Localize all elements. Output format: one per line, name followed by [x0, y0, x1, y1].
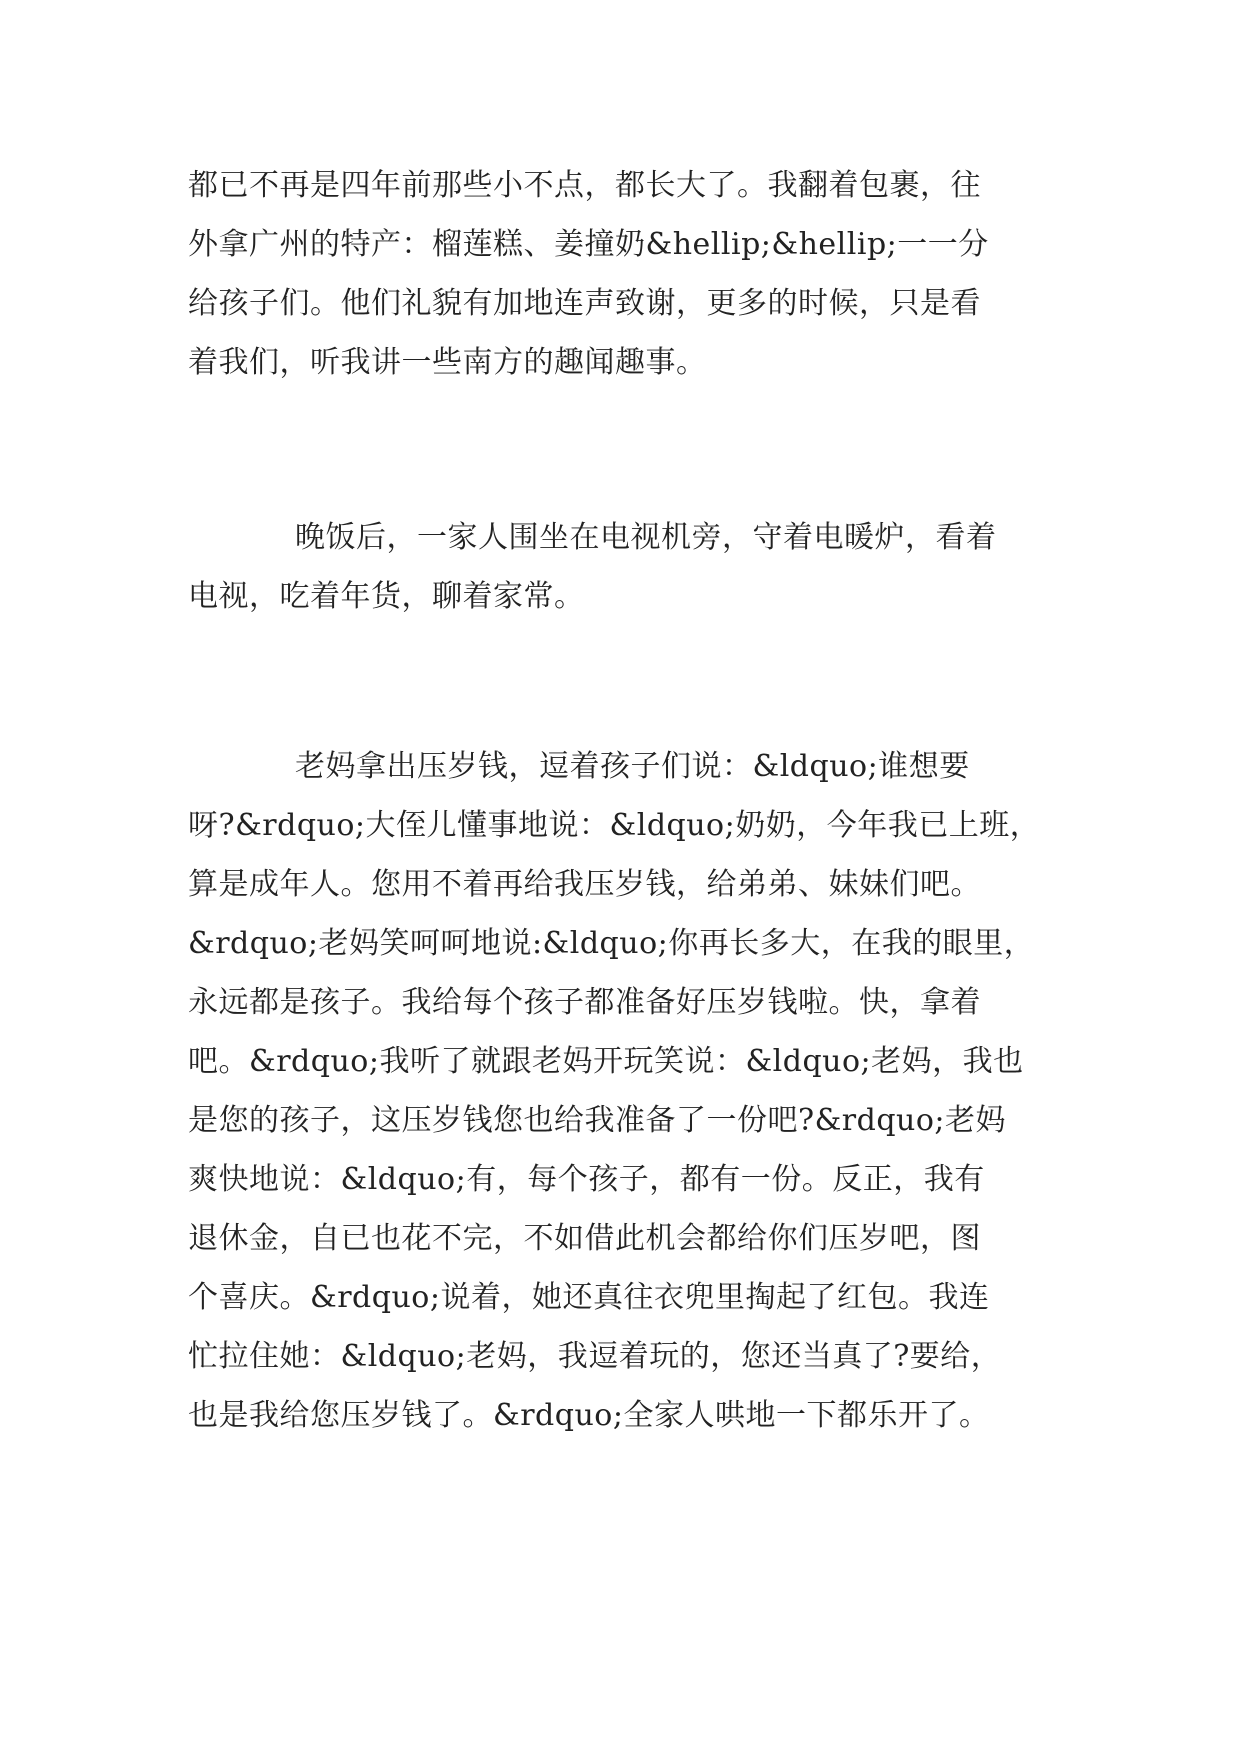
paragraph-line: 呀?&rdquo;大侄儿懂事地说：&ldquo;奶奶，今年我已上班，	[188, 808, 1041, 843]
paragraph-line: 老妈拿出压岁钱，逗着孩子们说：&ldquo;谁想要	[295, 749, 970, 784]
paragraph-line: 爽快地说：&ldquo;有，每个孩子，都有一份。反正，我有	[188, 1162, 985, 1197]
paragraph-line: 着我们，听我讲一些南方的趣闻趣事。	[188, 345, 707, 380]
paragraph-line: 也是我给您压岁钱了。&rdquo;全家人哄地一下都乐开了。	[188, 1398, 990, 1433]
paragraph-line: 算是成年人。您用不着再给我压岁钱，给弟弟、妹妹们吧。	[188, 867, 981, 902]
paragraph-line: 吧。&rdquo;我听了就跟老妈开玩笑说：&ldquo;老妈，我也	[188, 1044, 1024, 1079]
paragraph-line: 给孩子们。他们礼貌有加地连声致谢，更多的时候，只是看	[188, 286, 981, 321]
paragraph-line: 电视，吃着年货，聊着家常。	[188, 579, 585, 614]
paragraph-line: 忙拉住她：&ldquo;老妈，我逗着玩的，您还当真了?要给，	[188, 1339, 1002, 1374]
paragraph-line: &rdquo;老妈笑呵呵地说:&ldquo;你再长多大，在我的眼里，	[188, 926, 1035, 961]
paragraph-line: 永远都是孩子。我给每个孩子都准备好压岁钱啦。快，拿着	[188, 985, 981, 1020]
paragraph-line: 退休金，自已也花不完，不如借此机会都给你们压岁吧，图	[188, 1221, 981, 1256]
paragraph-line: 是您的孩子，这压岁钱您也给我准备了一份吧?&rdquo;老妈	[188, 1103, 1007, 1138]
paragraph-3	[188, 737, 1068, 1445]
paragraph-2	[188, 508, 1068, 626]
paragraph-line: 都已不再是四年前那些小不点，都长大了。我翻着包裹，往	[188, 168, 981, 203]
paragraph-1	[188, 156, 1068, 392]
paragraph-line: 个喜庆。&rdquo;说着，她还真往衣兜里掏起了红包。我连	[188, 1280, 990, 1315]
paragraph-line: 外拿广州的特产：榴莲糕、姜撞奶&hellip;&hellip;一一分	[188, 227, 989, 262]
paragraph-line: 晚饭后，一家人围坐在电视机旁，守着电暖炉，看着	[295, 520, 997, 555]
